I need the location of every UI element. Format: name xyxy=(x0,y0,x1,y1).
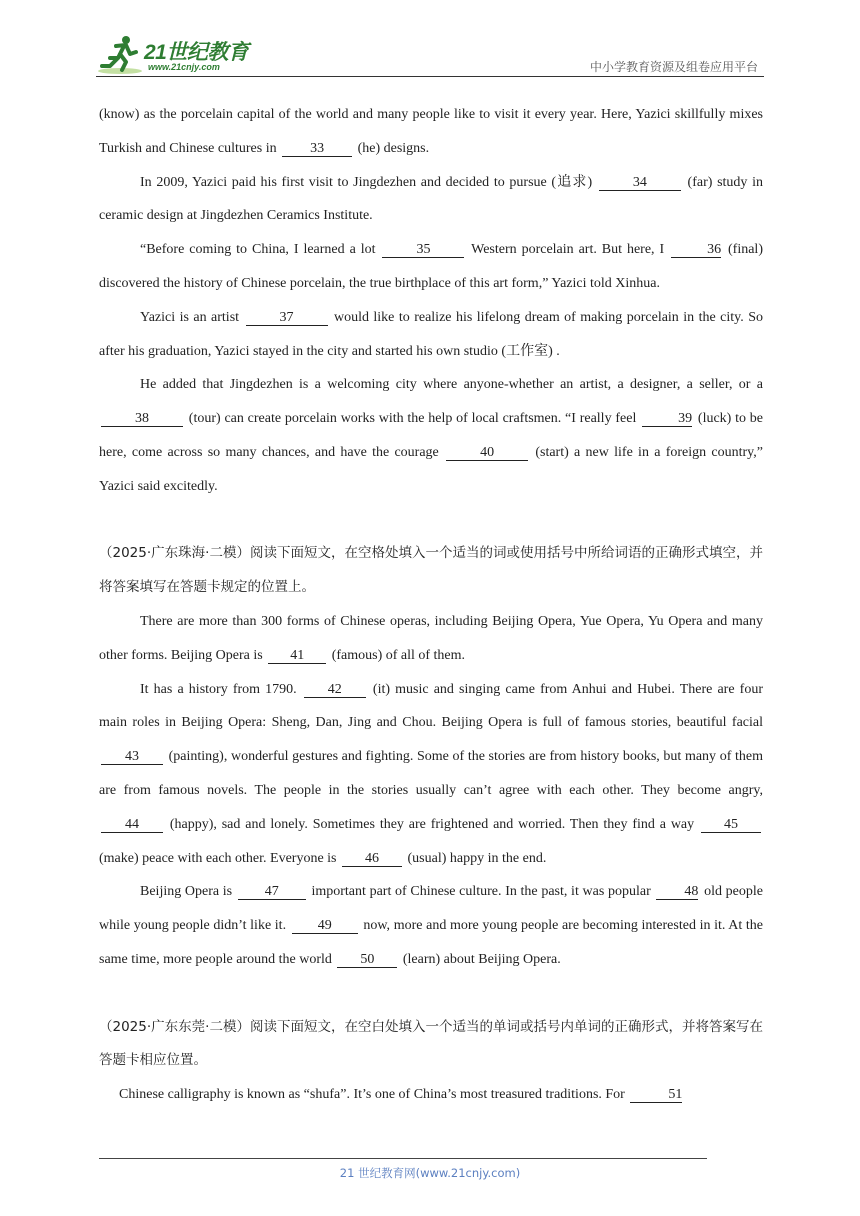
document-body xyxy=(99,98,763,1112)
blank-46[interactable]: 46 xyxy=(342,851,402,867)
passage-1-paragraph-3: “Before coming to China, I learned a lot 35 Western porcelain art. But here, I 36 (final) discovered the history of Chinese porcelain, the true birthplace of this art form,” Yazici told Xinhua. xyxy=(99,242,763,291)
blank-41[interactable]: 41 xyxy=(268,648,326,664)
logo-text: 21世纪教育 xyxy=(144,41,249,64)
blank-35[interactable]: 35 xyxy=(382,242,464,258)
section-3-instructions: （2025·广东东莞·二模）阅读下面短文，在空白处填入一个适当的单词或括号内单词的正确形式，并将答案写在答题卡相应位置。 xyxy=(99,1018,763,1069)
passage-2-paragraph-2: It has a history from 1790. 42 (it) music and singing came from Anhui and Hubei. There are four main roles in Beijing Opera: Sheng, Dan, Jing and Chou. Beijing Opera is full of famous stories, beautiful facial 43 (painting), wonderful gestures and fighting. Some of the stories are from history books, but many of them are from famous novels. The people in the stories usually can’t agree with each other. They become angry, 44 (happy), sad and lonely. Sometimes they are frightened and worried. Then they find a way 45 (make) peace with each other. Everyone is 46 (usual) happy in the end. xyxy=(99,681,763,866)
blank-39[interactable]: 39 xyxy=(642,411,692,427)
passage-1-paragraph-4: Yazici is an artist 37 would like to realize his lifelong dream of making porcelain in the city. So after his graduation, Yazici stayed in the city and started his own studio (工作室) . xyxy=(99,309,763,359)
header-site-title: 中小学教育资源及组卷应用平台 xyxy=(589,60,758,74)
blank-36[interactable]: 36 xyxy=(671,242,721,258)
runner-logo-icon xyxy=(96,34,146,76)
passage-2-paragraph-1: There are more than 300 forms of Chinese operas, including Beijing Opera, Yue Opera, Yu Opera and many other forms. Beijing Opera is 41 (famous) of all of them. xyxy=(99,613,763,663)
blank-49[interactable]: 49 xyxy=(292,918,358,934)
passage-2-paragraph-3: Beijing Opera is 47 important part of Chinese culture. In the past, it was popular 48 old people while young people didn’t like it. 49 now, more and more young people are becoming interested in it. At the same time, more people around the world 50 (learn) about Beijing Opera. xyxy=(99,884,763,967)
section-spacer xyxy=(99,504,763,538)
logo-url: www.21cnjy.com xyxy=(148,62,220,72)
section-spacer xyxy=(99,977,763,1011)
blank-42[interactable]: 42 xyxy=(304,682,366,698)
blank-38[interactable]: 38 xyxy=(101,411,183,427)
blank-50[interactable]: 50 xyxy=(337,952,397,968)
blank-43[interactable]: 43 xyxy=(101,749,163,765)
blank-37[interactable]: 37 xyxy=(246,310,328,326)
blank-48[interactable]: 48 xyxy=(656,884,698,900)
page-footer[interactable]: 21 世纪教育网(www.21cnjy.com) xyxy=(339,1166,521,1180)
header-divider xyxy=(96,76,764,77)
blank-47[interactable]: 47 xyxy=(238,884,306,900)
passage-1-paragraph-5: He added that Jingdezhen is a welcoming city where anyone-whether an artist, a designer, a seller, or a 38 (tour) can create porcelain works with the help of local craftsmen. “I really feel 39 (luck) to be here, come across so many chances, and have the courage 40 (start) a new life in a foreign country,” Yazici said excitedly. xyxy=(99,377,763,494)
blank-40[interactable]: 40 xyxy=(446,445,528,461)
passage-1-paragraph-2: In 2009, Yazici paid his first visit to Jingdezhen and decided to pursue (追求) 34 (far) study in ceramic design at Jingdezhen Ceramics Institute. xyxy=(99,174,763,224)
footer-divider xyxy=(99,1158,707,1159)
passage-1-paragraph-1: (know) as the porcelain capital of the world and many people like to visit it every year. Here, Yazici skillfully mixes Turkish and Chinese cultures in 33 (he) designs. xyxy=(99,107,763,156)
passage-3-paragraph-1: Chinese calligraphy is known as “shufa”. It’s one of China’s most treasured traditions. For 51 xyxy=(119,1087,683,1103)
blank-51[interactable]: 51 xyxy=(630,1087,682,1103)
site-logo[interactable] xyxy=(96,34,256,76)
blank-34[interactable]: 34 xyxy=(599,175,681,191)
section-2-instructions: （2025·广东珠海·二模）阅读下面短文，在空格处填入一个适当的词或使用括号中所给词语的正确形式填空，并将答案填写在答题卡规定的位置上。 xyxy=(99,545,763,596)
blank-33[interactable]: 33 xyxy=(282,141,352,157)
page-header xyxy=(96,34,764,78)
blank-44[interactable]: 44 xyxy=(101,817,163,833)
blank-45[interactable]: 45 xyxy=(701,817,761,833)
